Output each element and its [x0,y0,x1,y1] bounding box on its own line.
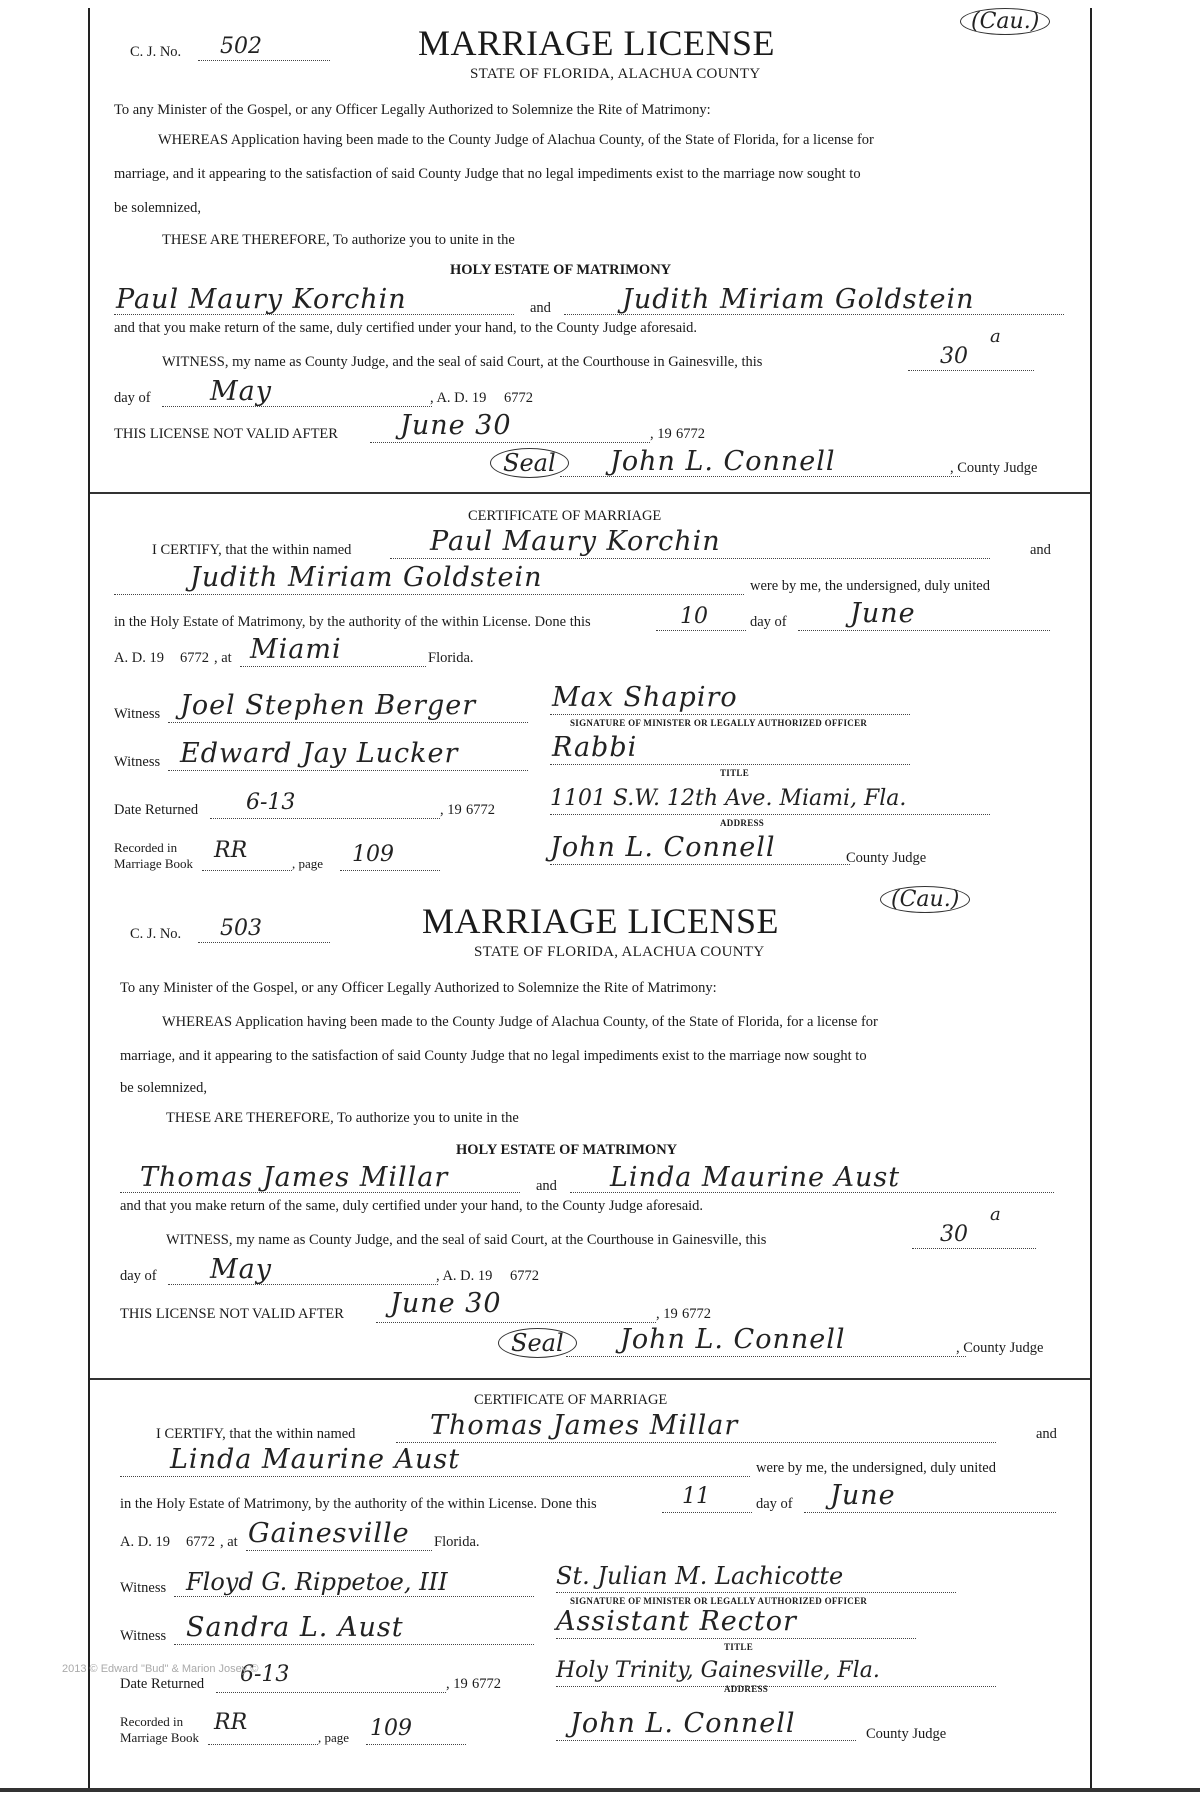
year: 6772 [504,390,533,406]
at-label: , at [214,650,232,666]
year: 6772 [510,1268,539,1284]
cj-number-line [198,942,330,943]
county-judge-label-2: County Judge [846,850,927,866]
license-title: MARRIAGE LICENSE [422,901,779,941]
not-valid-date: June 30 [400,410,512,441]
witness-line: WITNESS, my name as County Judge, and the seal of said Court, at the Courthouse in Gainesville, this [162,354,763,370]
officer-signature: St. Julian M. Lachicotte [556,1562,844,1590]
marriage-book-label: Marriage Book [114,856,194,871]
whereas-line-3: be solemnized, [114,200,201,216]
officer-address: Holy Trinity, Gainesville, Fla. [556,1658,880,1683]
return-line: and that you make return of the same, duly certified under your hand, to the County Judge aforesaid. [120,1198,704,1214]
done-day: 10 [680,604,708,629]
witness-1-line [174,1596,534,1597]
county-judge-label: , County Judge [956,1340,1044,1356]
done-month-line [804,1512,1056,1513]
officer-title: Rabbi [552,732,638,763]
page-number: 109 [352,842,394,867]
were-by-me: were by me, the undersigned, duly united [756,1460,996,1476]
book-line [208,1744,318,1745]
witness-day: 30 [940,1222,968,1247]
day-of-label: day of [114,390,151,406]
whereas-line-2: marriage, and it appearing to the satisfaction of said County Judge that no legal impediments exist to the marriage now sought to [114,166,861,182]
address-line: To any Minister of the Gospel, or any Officer Legally Authorized to Solemnize the Rite of Matrimony: [114,102,711,118]
not-valid-year-label: , 19 [656,1306,678,1322]
ad-label-2: A. D. 19 [120,1534,170,1550]
recorded-in-label: Recorded in [120,1714,184,1729]
cert-and: and [1036,1426,1057,1442]
done-day-line [662,1512,752,1513]
these-are-therefore: THESE ARE THEREFORE, To authorize you to unite in the [166,1110,519,1126]
not-valid-year-label: , 19 [650,426,672,442]
book: RR [214,1710,248,1735]
judge-signature: John L. Connell [620,1324,846,1355]
date-returned-label: Date Returned [120,1676,205,1692]
witness-label-2: Witness [114,754,161,770]
cert-groom-line [390,558,990,559]
cert-bride: Judith Miriam Goldstein [190,562,543,593]
whereas-line-1: WHEREAS Application having been made to the County Judge of Alachua County, of the State of Florida, for a license for [162,1014,878,1030]
county-judge-label: , County Judge [950,460,1038,476]
seal-mark: Seal [490,448,569,478]
certificate-of-marriage-1 [90,494,1090,874]
page-label: , page [318,1730,350,1745]
date-returned-line [216,1692,446,1693]
returned-year: 6772 [472,1676,501,1692]
not-valid-label: THIS LICENSE NOT VALID AFTER [120,1306,344,1322]
seal-mark: Seal [498,1328,577,1358]
officer-address-line [556,1686,996,1687]
witness-day-sup: a [990,1204,1001,1225]
witness-2-line [168,770,528,771]
and-label: and [536,1178,557,1194]
cau-mark: (Cau.) [960,8,1050,35]
whereas-line-3: be solemnized, [120,1080,207,1096]
book: RR [214,838,248,863]
page-label: , page [292,856,324,871]
witness-2-line [174,1644,534,1645]
witness-line: WITNESS, my name as County Judge, and the seal of said Court, at the Courthouse in Gainesville, this [166,1232,767,1248]
return-line: and that you make return of the same, duly certified under your hand, to the County Judge aforesaid. [114,320,698,336]
page-line [366,1744,466,1745]
holy-estate-heading: HOLY ESTATE OF MATRIMONY [456,1142,678,1158]
witness-month: May [210,376,272,407]
state-county: STATE OF FLORIDA, ALACHUA COUNTY [474,944,765,960]
cert-groom: Paul Maury Korchin [430,526,721,557]
witness-month: May [210,1254,272,1285]
bride-name: Judith Miriam Goldstein [622,284,975,315]
cert-title: CERTIFICATE OF MARRIAGE [468,508,662,524]
recorded-in-label: Recorded in [114,840,178,855]
title-label: TITLE [720,768,750,778]
done-day-line [656,630,746,631]
place: Miami [250,634,342,665]
judge-line-2 [550,864,850,865]
not-valid-line [376,1322,656,1323]
officer-title: Assistant Rector [556,1606,797,1637]
date-returned-line [210,818,440,819]
certify-label: I CERTIFY, that the within named [156,1426,356,1442]
month-line [168,1284,438,1285]
witness-2: Edward Jay Lucker [180,738,459,769]
holy-estate-line: in the Holy Estate of Matrimony, by the authority of the within License. Done this [114,614,591,630]
bride-name: Linda Maurine Aust [610,1162,901,1193]
and-label: and [530,300,551,316]
license-title: MARRIAGE LICENSE [418,23,775,63]
done-day: 11 [682,1484,710,1509]
date-returned: 6-13 [240,1662,290,1687]
done-year: 6772 [186,1534,215,1550]
whereas-line-1: WHEREAS Application having been made to the County Judge of Alachua County, of the State of Florida, for a license for [158,132,874,148]
these-are-therefore: THESE ARE THEREFORE, To authorize you to unite in the [162,232,515,248]
section-divider [90,1378,1090,1380]
cert-and: and [1030,542,1051,558]
holy-estate-line: in the Holy Estate of Matrimony, by the authority of the within License. Done this [120,1496,597,1512]
witness-label-1: Witness [114,706,161,722]
officer-address-line [550,814,990,815]
were-by-me: were by me, the undersigned, duly united [750,578,990,594]
florida-label: Florida. [428,650,474,666]
witness-2: Sandra L. Aust [186,1612,404,1643]
page-line [340,870,440,871]
done-month: June [850,598,916,629]
day-of-label-2: day of [750,614,787,630]
judge-line [566,1356,966,1357]
judge-signature-2: John L. Connell [570,1708,796,1739]
done-month: June [830,1480,896,1511]
marriage-book-label: Marriage Book [120,1730,200,1745]
witness-day: 30 [940,344,968,369]
month-line [162,406,432,407]
cj-number-line [198,60,330,61]
state-county: STATE OF FLORIDA, ALACHUA COUNTY [470,66,761,82]
page-number: 109 [370,1716,412,1741]
officer-address: 1101 S.W. 12th Ave. Miami, Fla. [550,786,907,811]
judge-signature: John L. Connell [610,446,836,477]
day-of-label-2: day of [756,1496,793,1512]
address-line: To any Minister of the Gospel, or any Officer Legally Authorized to Solemnize the Rite of Matrimony: [120,980,717,996]
place-line [240,666,426,667]
cert-groom: Thomas James Millar [430,1410,739,1441]
witness-1: Joel Stephen Berger [180,690,477,721]
not-valid-year: 6772 [676,426,705,442]
witness-day-line [908,370,1034,371]
done-year: 6772 [180,650,209,666]
groom-name: Paul Maury Korchin [116,284,407,315]
county-judge-label-2: County Judge [866,1726,947,1742]
witness-day-line [912,1248,1036,1249]
holy-estate-heading: HOLY ESTATE OF MATRIMONY [450,262,672,278]
date-returned-label: Date Returned [114,802,199,818]
sig-label: SIGNATURE OF MINISTER OR LEGALLY AUTHORIZED OFFICER [570,1596,868,1606]
cj-number: 503 [220,916,262,941]
certify-label: I CERTIFY, that the within named [152,542,352,558]
title-label: TITLE [724,1642,754,1652]
witness-label-1: Witness [120,1580,167,1596]
witness-1-line [168,722,528,723]
day-of-label: day of [120,1268,157,1284]
cert-title: CERTIFICATE OF MARRIAGE [474,1392,668,1408]
marriage-license-2 [90,878,1090,1788]
at-label: , at [220,1534,238,1550]
place-line [246,1550,432,1551]
cert-groom-line [396,1442,996,1443]
judge-line-2 [556,1740,856,1741]
not-valid-date: June 30 [390,1288,502,1319]
cert-bride: Linda Maurine Aust [170,1444,461,1475]
groom-name: Thomas James Millar [140,1162,449,1193]
document-sheet [88,8,1092,1788]
officer-signature: Max Shapiro [552,682,738,713]
book-line [202,870,292,871]
page-bottom-edge [0,1788,1200,1792]
not-valid-year: 6772 [682,1306,711,1322]
cert-bride-line [120,1476,750,1477]
judge-signature-2: John L. Connell [550,832,776,863]
address-label: ADDRESS [720,818,765,828]
cj-label: C. J. No. [130,926,182,942]
florida-label: Florida. [434,1534,480,1550]
witness-day-sup: a [990,326,1001,347]
ad-label: , A. D. 19 [436,1268,493,1284]
witness-label-2: Witness [120,1628,167,1644]
whereas-line-2: marriage, and it appearing to the satisfaction of said County Judge that no legal impediments exist to the marriage now sought to [120,1048,867,1064]
copyright-watermark: 2013 © Edward "Bud" & Marion Josey © [62,1663,259,1675]
witness-1: Floyd G. Rippetoe, III [186,1568,448,1596]
not-valid-line [370,442,650,443]
address-label: ADDRESS [724,1684,769,1694]
not-valid-label: THIS LICENSE NOT VALID AFTER [114,426,338,442]
cau-mark: (Cau.) [880,886,970,913]
ad-label: , A. D. 19 [430,390,487,406]
ad-label-2: A. D. 19 [114,650,164,666]
officer-title-line [550,764,910,765]
returned-year: 6772 [466,802,495,818]
officer-title-line [556,1638,916,1639]
place: Gainesville [248,1518,410,1549]
cj-label: C. J. No. [130,44,182,60]
returned-year-label: , 19 [440,802,462,818]
cj-number: 502 [220,34,262,59]
sig-label: SIGNATURE OF MINISTER OR LEGALLY AUTHORIZED OFFICER [570,718,868,728]
done-month-line [798,630,1050,631]
officer-signature-line [550,714,910,715]
cert-bride-line [114,594,744,595]
date-returned: 6-13 [246,790,296,815]
returned-year-label: , 19 [446,1676,468,1692]
officer-signature-line [556,1592,956,1593]
